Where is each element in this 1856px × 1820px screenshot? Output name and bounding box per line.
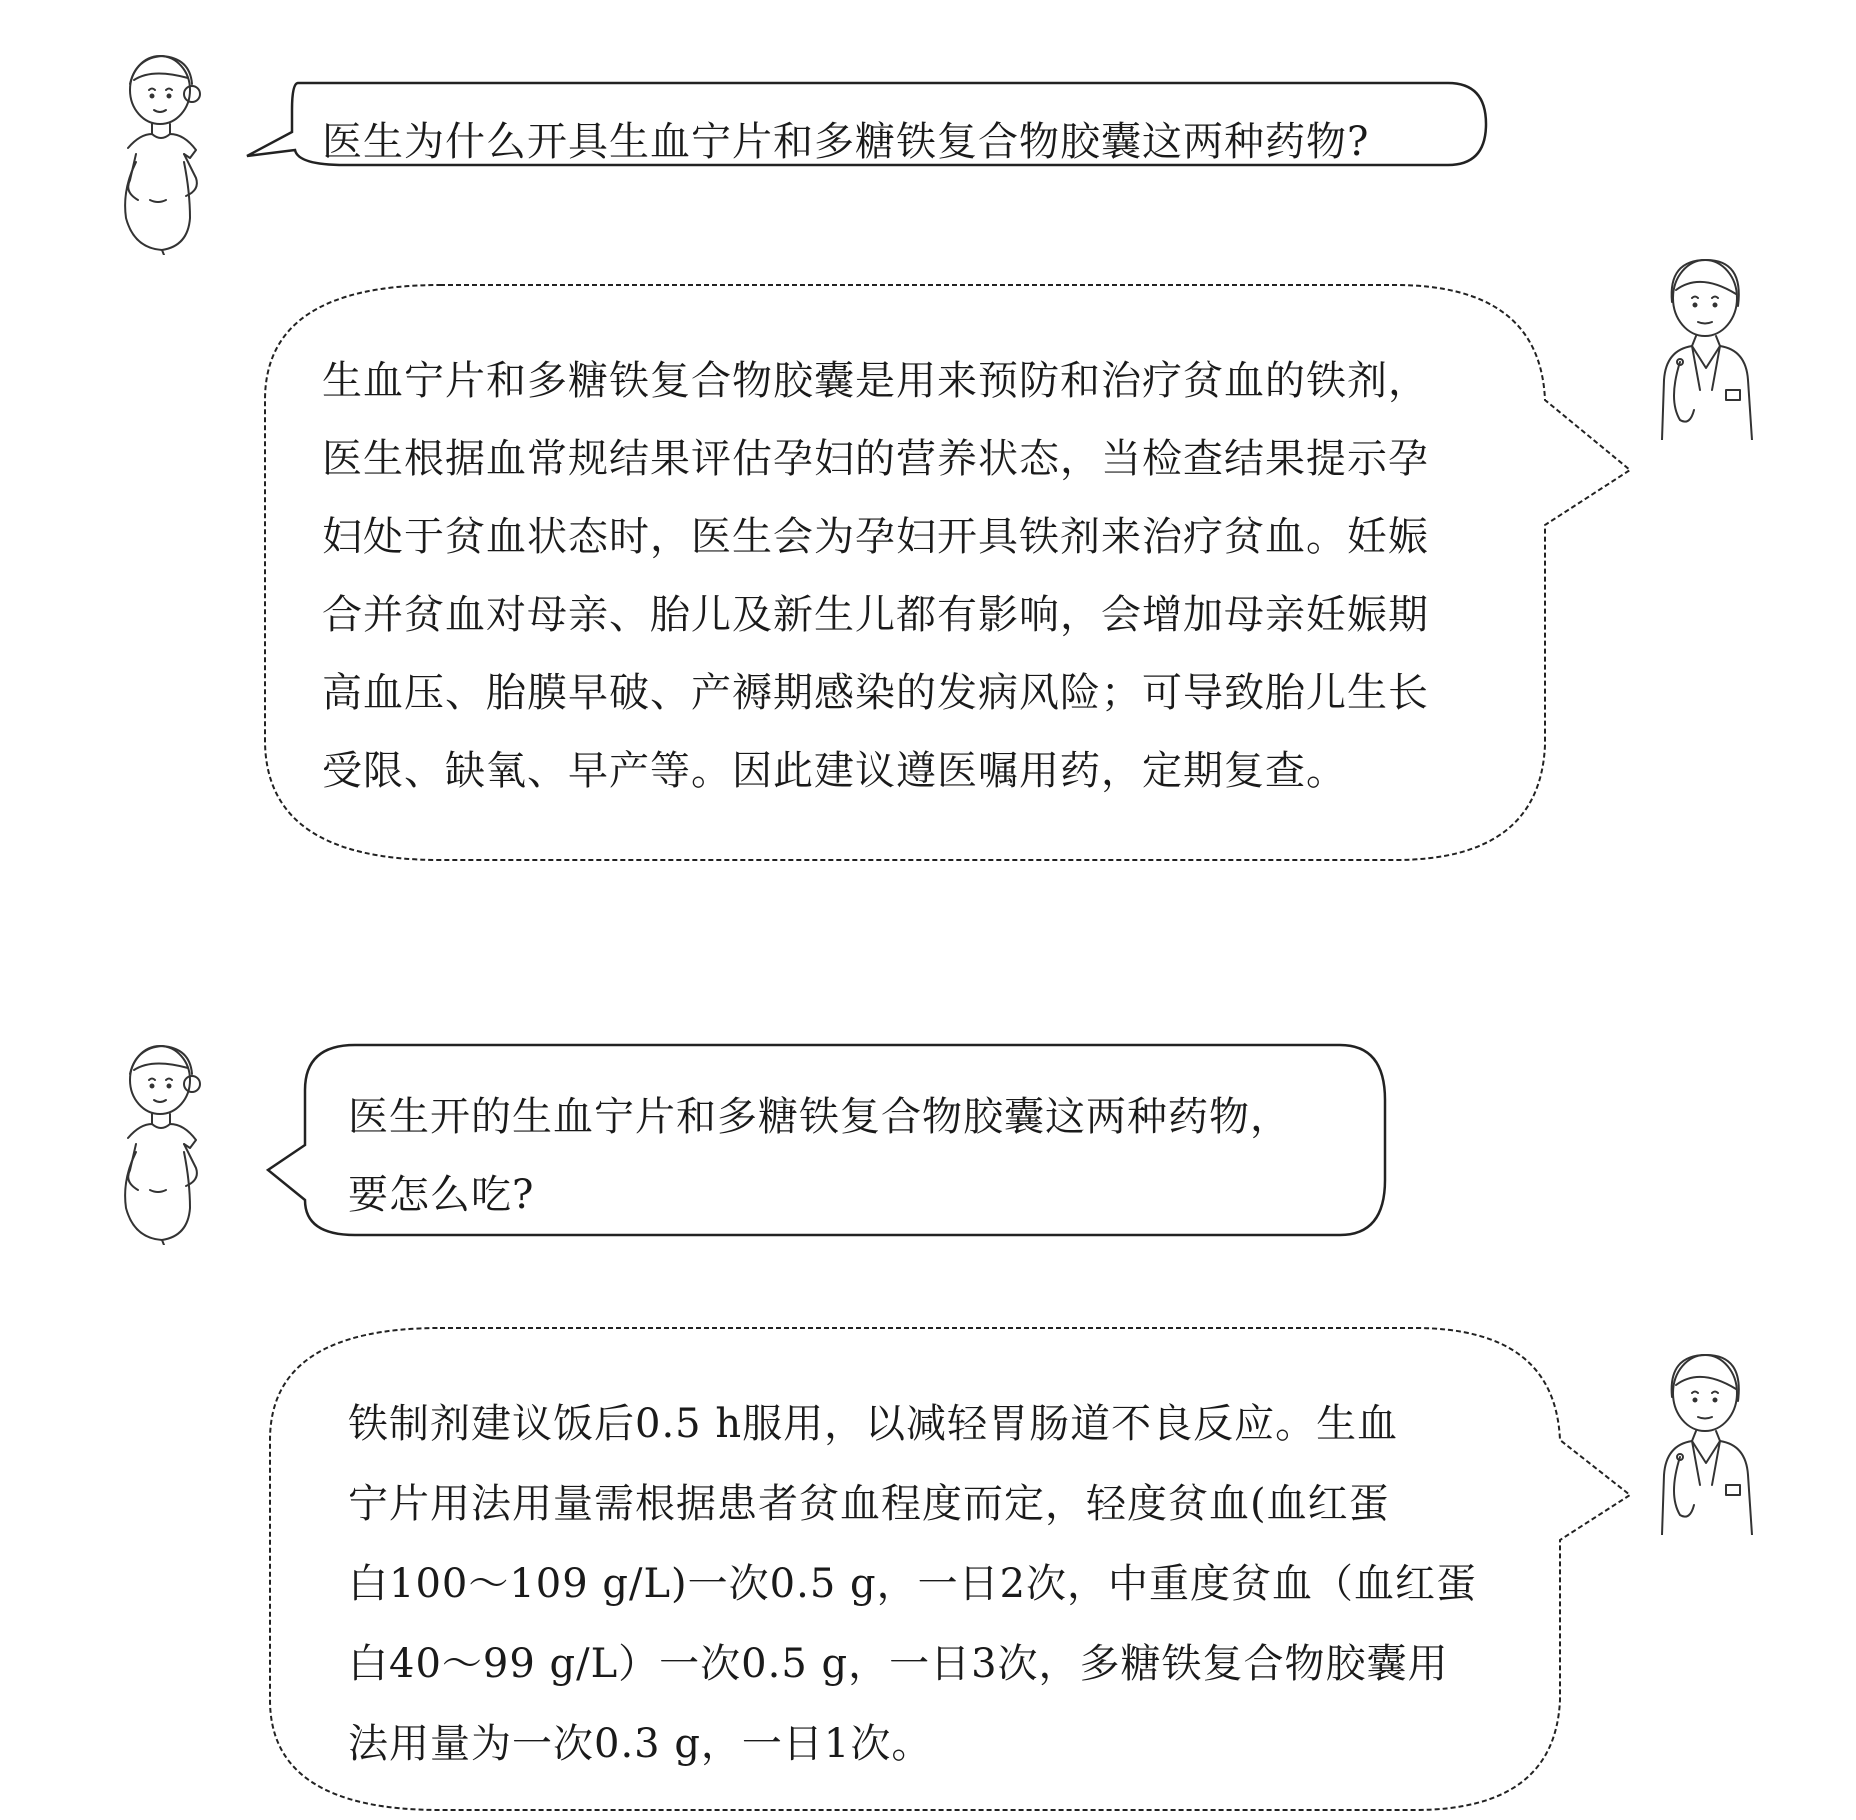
text-line: 受限、缺氧、早产等。因此建议遵医嘱用药，定期复查。 [322,748,1347,794]
text-line: 宁片用法用量需根据患者贫血程度而定，轻度贫血(血红蛋 [348,1481,1390,1527]
text-line: 医生根据血常规结果评估孕妇的营养状态，当检查结果提示孕 [322,436,1429,482]
text-line: 医生开的生血宁片和多糖铁复合物胶囊这两种药物， [348,1094,1291,1140]
text-line: 要怎么吃? [348,1172,535,1218]
text-line: 白100～109 g/L)一次0.5 g，一日2次，中重度贫血（血红蛋 [348,1561,1478,1607]
text-line: 法用量为一次0.3 g，一日1次。 [348,1721,933,1767]
text-line: 妇处于贫血状态时，医生会为孕妇开具铁剂来治疗贫血。妊娠 [322,514,1429,560]
text-line: 铁制剂建议饭后0.5 h服用，以减轻胃肠道不良反应。生血 [348,1401,1399,1447]
text-line: 白40～99 g/L）一次0.5 g，一日3次，多糖铁复合物胶囊用 [348,1641,1449,1687]
answer-2-text [348,1384,1477,1784]
text-line: 生血宁片和多糖铁复合物胶囊是用来预防和治疗贫血的铁剂， [322,358,1429,404]
text-line: 合并贫血对母亲、胎儿及新生儿都有影响，会增加母亲妊娠期 [322,592,1429,638]
text-line: 高血压、胎膜早破、产褥期感染的发病风险；可导致胎儿生长 [322,670,1429,716]
text-line: 医生为什么开具生血宁片和多糖铁复合物胶囊这两种药物? [322,119,1370,165]
